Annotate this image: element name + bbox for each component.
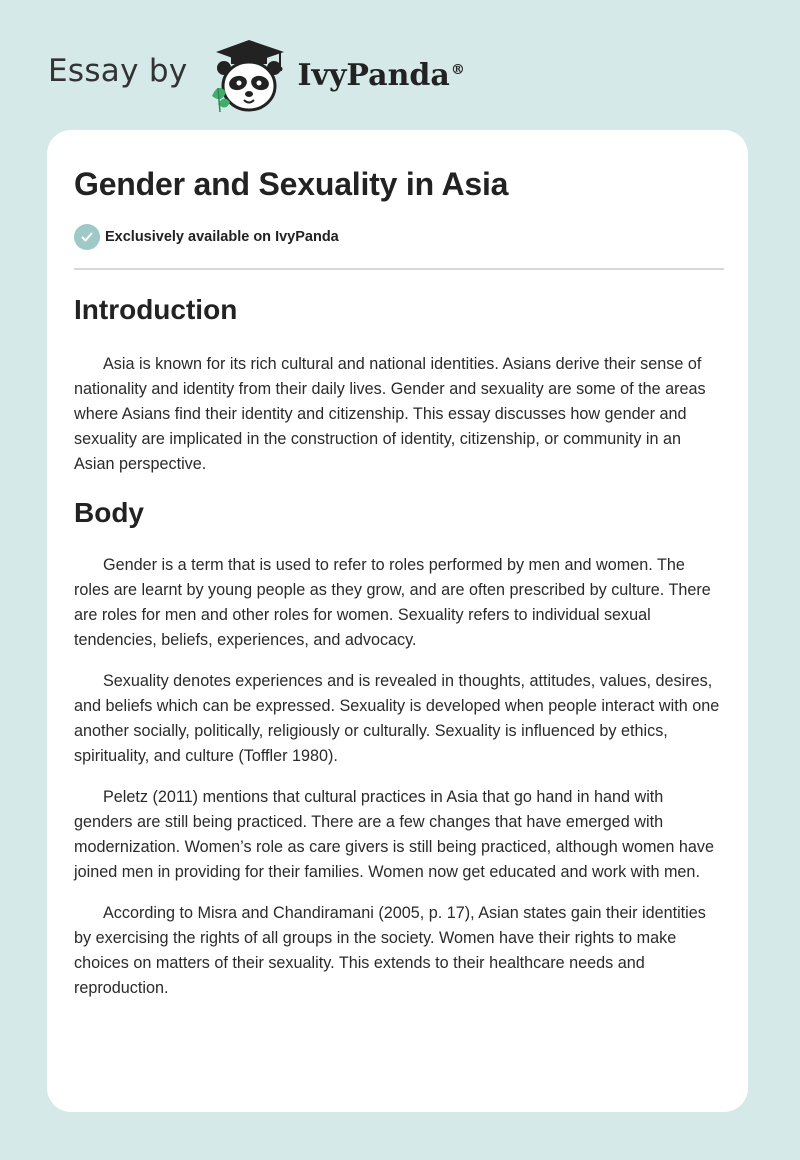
paragraph: Peletz (2011) mentions that cultural practices in Asia that go hand in hand with genders are still being practiced. There are a few changes that have emerged with modernization. Women’s role as care givers is still being practiced, although women have joined men in providing for their families. Women now get educated and work with men. xyxy=(74,788,715,881)
divider xyxy=(74,268,724,270)
exclusive-badge xyxy=(74,224,724,250)
badge-label: Exclusively available on IvyPanda xyxy=(105,229,339,245)
essay-content xyxy=(74,130,724,1001)
section-heading-introduction: Introduction xyxy=(74,294,238,325)
registered-mark: ® xyxy=(450,61,465,78)
check-circle-icon xyxy=(74,224,100,250)
brand-name[interactable]: IvyPanda® xyxy=(297,57,465,93)
paragraph: According to Misra and Chandiramani (2005, p. 17), Asian states gain their identities by exercising the rights of all groups in the society. Women have their rights to make choices on matters of their sexuality. This extends to their healthcare needs and reproduction. xyxy=(74,904,706,997)
site-header xyxy=(48,34,465,114)
panda-graduation-cap-icon xyxy=(204,34,294,114)
essay-card xyxy=(47,130,748,1112)
essay-by-label: Essay by xyxy=(48,53,188,89)
paragraph: Gender is a term that is used to refer to roles performed by men and women. The roles are learnt by young people as they grow, and are often prescribed by culture. There are roles for men and other roles for women. Sexuality refers to individual sexual tendencies, beliefs, experiences, and advocacy. xyxy=(74,556,711,649)
page-title: Gender and Sexuality in Asia xyxy=(74,166,509,202)
paragraph: Sexuality denotes experiences and is revealed in thoughts, attitudes, values, desires, and beliefs which can be expressed. Sexuality is developed when people interact with one another socially, politically, religiously or culturally. Sexuality is influenced by ethics, spirituality, and culture (Toffler 1980). xyxy=(74,672,720,765)
section-heading-body: Body xyxy=(74,497,144,528)
paragraph: Asia is known for its rich cultural and national identities. Asians derive their sense of nationality and identity from their daily lives. Gender and sexuality are some of the areas where Asians find their identity and citizenship. This essay discusses how gender and sexuality are implicated in the construction of identity, citizenship, or community in an Asian perspective. xyxy=(74,355,706,473)
